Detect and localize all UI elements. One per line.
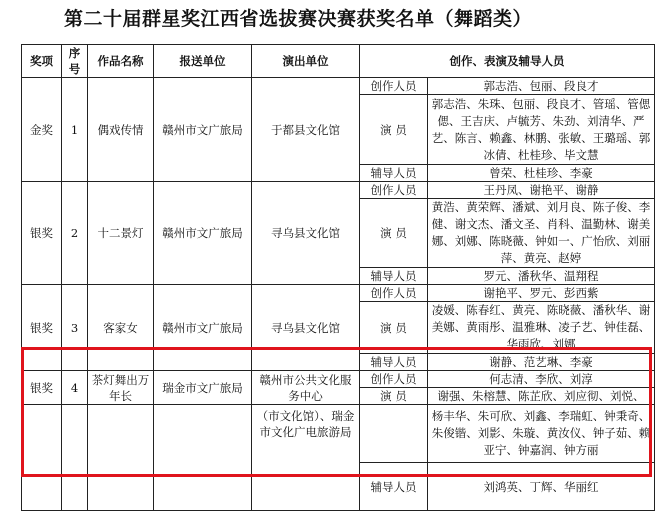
role-label: 辅导人员 [360,463,428,511]
role-label: 辅导人员 [360,354,428,371]
coaches-cell: 曾荣、杜桂珍、李豪 [428,165,655,182]
award-cell-empty [22,405,62,511]
coaches-cell: 谢静、范艺琳、李豪 [428,354,655,371]
unit-cell: 瑞金市文广旅局 [154,371,252,405]
table-row [22,371,655,388]
coaches-cell: 刘鸿英、丁辉、华丽红 [428,463,655,511]
header-unit: 报送单位 [154,45,252,78]
seq-cell: 4 [62,371,88,405]
performers-cell: 凌媛、陈春红、黄亮、陈晓薇、潘秋华、谢美娜、黄雨彤、温雅琳、凌子艺、钟佳磊、华雨欣、刘娜 [428,302,655,354]
role-label: 创作人员 [360,371,428,388]
header-personnel: 创作、表演及辅导人员 [360,45,655,78]
header-row [22,45,655,78]
header-seq: 序号 [62,45,88,78]
performer-cell: 赣州市公共文化服务中心 [252,371,360,405]
role-label: 创作人员 [360,285,428,302]
seq-cell-empty [62,405,88,511]
coaches-cell: 罗元、潘秋华、温翔程 [428,268,655,285]
unit-cell: 赣州市文广旅局 [154,182,252,285]
work-cell: 茶灯舞出万年长 [88,371,154,405]
performer-cell: 寻乌县文化馆 [252,182,360,285]
creators-cell: 郭志浩、包丽、段良才 [428,78,655,95]
unit-cell-empty [154,405,252,511]
creators-cell: 谢艳平、罗元、彭西紫 [428,285,655,302]
role-label-empty [360,405,428,463]
award-table [21,44,655,511]
performer-cell: （市文化馆）、瑞金市文化广电旅游局 [252,405,360,511]
seq-cell: 1 [62,78,88,182]
seq-cell: 3 [62,285,88,371]
performers-cell: 谢强、朱榕慧、陈芷欣、刘应彻、刘悦、 [428,388,655,405]
role-label: 辅导人员 [360,165,428,182]
role-label: 创作人员 [360,182,428,199]
header-performer: 演出单位 [252,45,360,78]
role-label: 演 员 [360,388,428,405]
performers-cell: 黄浩、黄荣辉、潘斌、刘月良、陈子俊、李健、谢文杰、潘文圣、肖科、温勤林、谢美娜、刘娜、陈晓薇、钟如一、广怡欣、刘丽萍、黄亮、赵婷 [428,199,655,268]
role-label: 演 员 [360,302,428,354]
creators-cell: 王丹凤、谢艳平、谢静 [428,182,655,199]
role-label: 演 员 [360,95,428,165]
role-label: 创作人员 [360,78,428,95]
performers-cell: 杨丰华、朱可欣、刘鑫、李瑞虹、钟秉奇、朱俊锴、刘影、朱璇、黄汝仪、钟子茹、赖亚宁、钟嘉润、钟方丽 [428,405,655,463]
performer-cell: 寻乌县文化馆 [252,285,360,371]
work-cell: 客家女 [88,285,154,371]
performer-cell: 于都县文化馆 [252,78,360,182]
work-cell: 十二景灯 [88,182,154,285]
table-row [22,405,655,463]
header-work: 作品名称 [88,45,154,78]
award-cell: 金奖 [22,78,62,182]
award-cell: 银奖 [22,285,62,371]
table-row [22,182,655,199]
seq-cell: 2 [62,182,88,285]
table-row [22,285,655,302]
header-award: 奖项 [22,45,62,78]
award-cell: 银奖 [22,371,62,405]
work-cell-empty [88,405,154,511]
page-title: 第二十届群星奖江西省选拔赛决赛获奖名单（舞蹈类） [64,8,533,30]
performers-cell: 郭志浩、朱珠、包丽、段良才、管瑶、管偲偲、王吉庆、卢毓芳、朱劲、刘清华、严艺、陈言、赖鑫、林鹏、张敏、王璐瑶、郭冰倩、杜桂珍、毕文慧 [428,95,655,165]
creators-cell: 何志清、李欣、刘淳 [428,371,655,388]
work-cell: 偶戏传情 [88,78,154,182]
table-row [22,78,655,95]
role-label: 演 员 [360,199,428,268]
role-label: 辅导人员 [360,268,428,285]
unit-cell: 赣州市文广旅局 [154,285,252,371]
unit-cell: 赣州市文广旅局 [154,78,252,182]
award-cell: 银奖 [22,182,62,285]
